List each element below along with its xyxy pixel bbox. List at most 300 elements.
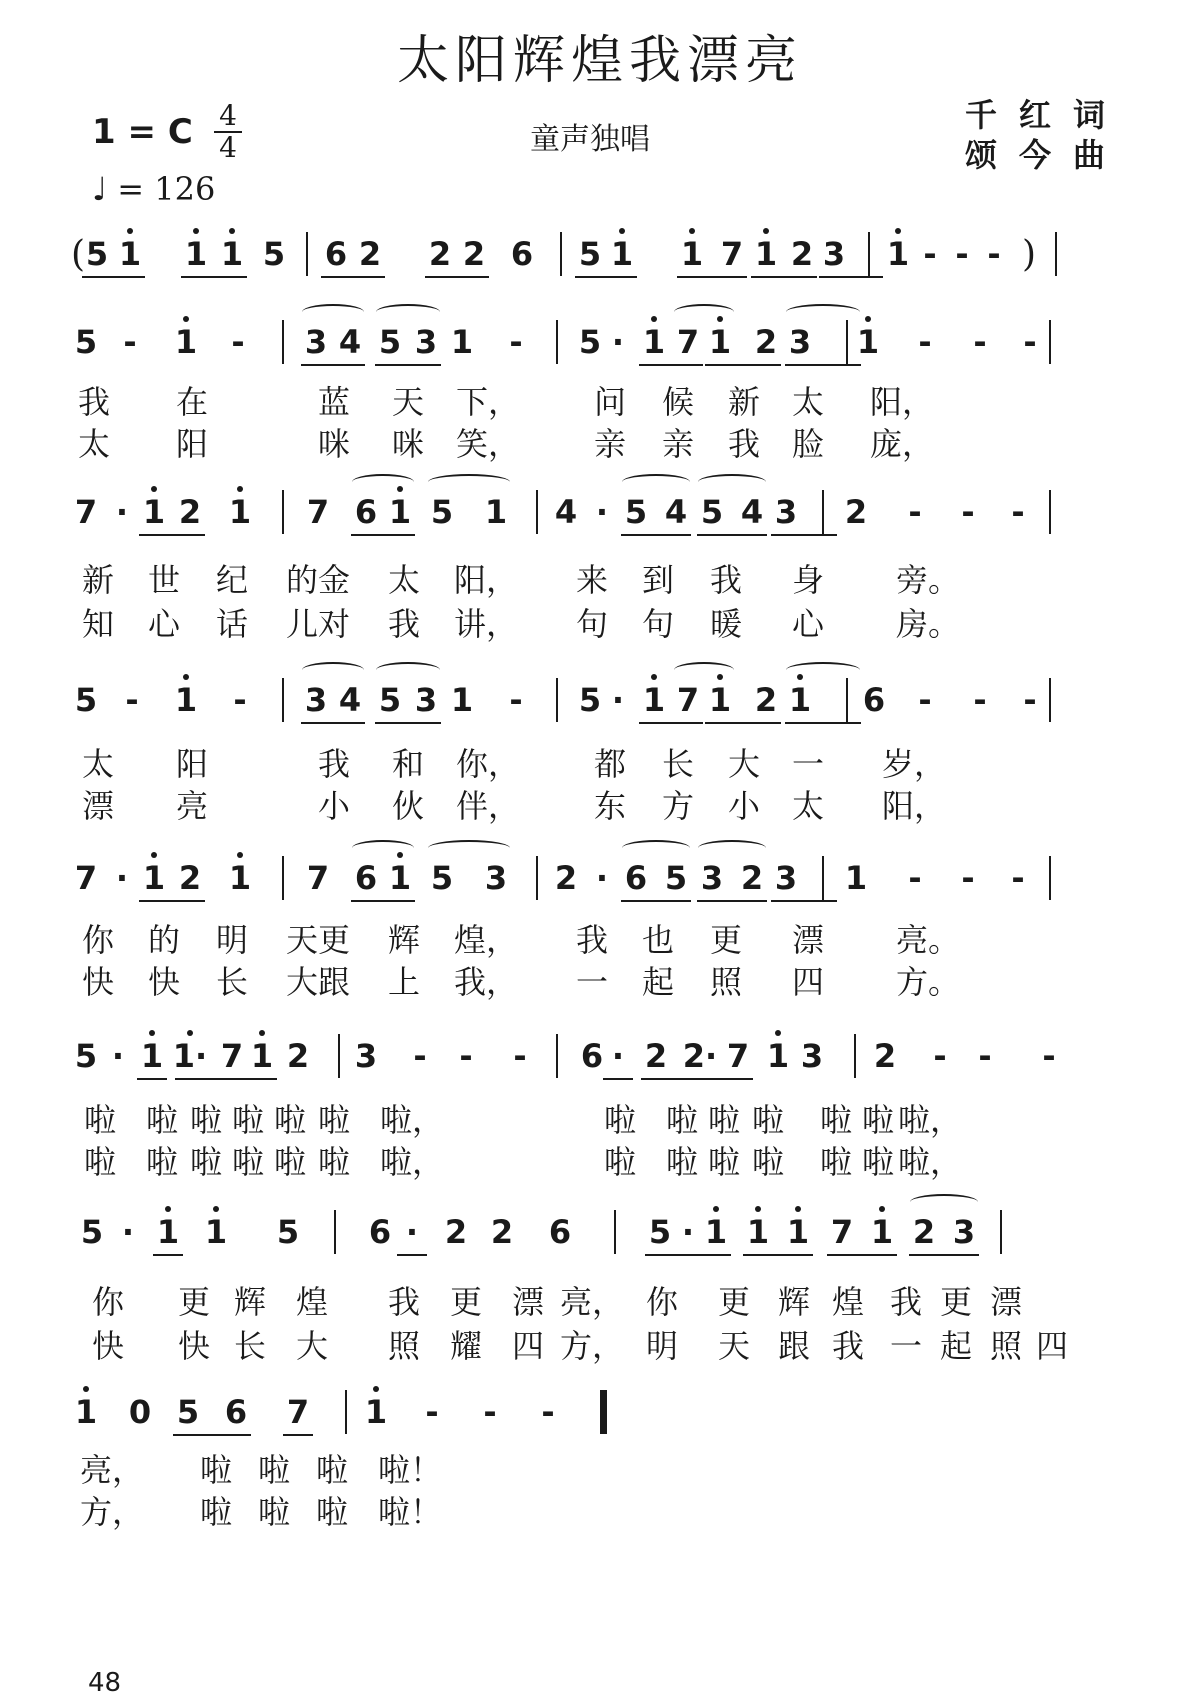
lyric-syllable: 快 (147, 963, 180, 1001)
lyric-syllable: 笑， (456, 425, 521, 463)
note: 6 (354, 859, 378, 897)
beam-underline (375, 722, 441, 724)
note: 5 (664, 859, 688, 897)
beam-underline (621, 534, 691, 536)
high-octave-dot (151, 486, 157, 492)
open-parenthesis: ( (71, 234, 86, 275)
note: 5 (74, 323, 98, 361)
lyric-syllable: 啦 (317, 1143, 350, 1181)
lyric-line-verse-1 (0, 1100, 1200, 1140)
lyric-syllable: 更 (449, 1283, 482, 1321)
lyric-syllable: 更 (717, 1283, 750, 1321)
note: 3 (414, 323, 438, 361)
dash-note: - (233, 681, 247, 719)
lyric-syllable: 四 (791, 963, 824, 1001)
dash-note: - (231, 323, 245, 361)
note: 7 (286, 1393, 310, 1431)
high-octave-dot (879, 1206, 885, 1212)
lyric-syllable: 旁。 (896, 561, 961, 599)
dash-note: - (987, 235, 1001, 273)
dash-note: - (908, 493, 922, 531)
note: 7 (74, 493, 98, 531)
lyric-syllable: 天 (717, 1327, 750, 1365)
note: 1 (484, 493, 508, 531)
high-octave-dot (713, 1206, 719, 1212)
dot-note: · (681, 1213, 695, 1251)
slur (302, 304, 364, 320)
high-octave-dot (193, 228, 199, 234)
close-parenthesis: ) (1022, 234, 1037, 275)
lyric-syllable: 候 (661, 383, 694, 421)
lyric-syllable: 耀 (449, 1327, 482, 1365)
lyric-syllable: 啦！ (378, 1451, 443, 1489)
dash-note: - (961, 859, 975, 897)
beam-underline (639, 364, 703, 366)
lyric-syllable: 岁， (882, 745, 947, 783)
note: 1 (388, 859, 412, 897)
note: 5 (430, 859, 454, 897)
lyric-syllable: 更 (939, 1283, 972, 1321)
note: 7 (676, 681, 700, 719)
lyric-syllable: 我， (454, 963, 519, 1001)
high-octave-dot (895, 228, 901, 234)
note: 1 (156, 1213, 180, 1251)
lyric-syllable: 对 (317, 605, 350, 643)
beam-underline (375, 364, 441, 366)
note: 6 (624, 859, 648, 897)
dash-note: - (1011, 859, 1025, 897)
note: 5 (378, 323, 402, 361)
note: 1 (708, 681, 732, 719)
note: 1 (228, 493, 252, 531)
lyric-syllable: 亲 (593, 425, 626, 463)
note: 5 (578, 235, 602, 273)
note: 6 (580, 1037, 604, 1075)
lyric-line-verse-1 (0, 744, 1200, 784)
lyric-line-verse-1 (0, 382, 1200, 422)
lyric-syllable: 阳 (175, 425, 208, 463)
barline (282, 856, 284, 900)
lyric-syllable: 讲， (454, 605, 519, 643)
lyric-syllable: 漂 (989, 1283, 1022, 1321)
lyric-syllable: 阳， (870, 383, 935, 421)
lyric-syllable: 啦 (707, 1143, 740, 1181)
barline (536, 856, 538, 900)
beam-underline (321, 276, 385, 278)
lyric-syllable: 的 (285, 561, 318, 599)
lyric-syllable: 亮， (560, 1283, 625, 1321)
beam-underline (639, 722, 703, 724)
note: 3 (774, 859, 798, 897)
note: 5 (74, 1037, 98, 1075)
lyric-syllable: 快 (91, 1327, 124, 1365)
lyric-syllable: 我 (727, 425, 760, 463)
barline (282, 678, 284, 722)
lyric-syllable: 我 (77, 383, 110, 421)
high-octave-dot (775, 1030, 781, 1036)
note: 2 (740, 859, 764, 897)
slur (786, 304, 860, 320)
note: 2 (554, 859, 578, 897)
lyric-syllable: 东 (593, 787, 626, 825)
note: 3 (800, 1037, 824, 1075)
lyric-syllable: 我 (387, 605, 420, 643)
lyric-syllable: 我 (387, 1283, 420, 1321)
note: 5 (80, 1213, 104, 1251)
high-octave-dot (213, 1206, 219, 1212)
dash-note: - (1023, 681, 1037, 719)
barline (614, 1210, 616, 1254)
lyric-syllable: 你 (645, 1283, 678, 1321)
beam-underline (785, 364, 861, 366)
lyric-syllable: 方， (80, 1493, 145, 1531)
note: 1 (708, 323, 732, 361)
note: 3 (414, 681, 438, 719)
beam-underline (351, 534, 415, 536)
note: 4 (338, 323, 362, 361)
lyric-syllable: 快 (81, 963, 114, 1001)
dash-note: - (459, 1037, 473, 1075)
lyric-syllable: 起 (641, 963, 674, 1001)
lyric-syllable: 我 (709, 561, 742, 599)
dash-note: - (509, 681, 523, 719)
note: 2 (912, 1213, 936, 1251)
high-octave-dot (229, 228, 235, 234)
note: 1 (174, 323, 198, 361)
performance-style: 童声独唱 (530, 122, 650, 157)
lyric-syllable: 阳， (454, 561, 519, 599)
dash-note: - (955, 235, 969, 273)
lyric-syllable: 下， (456, 383, 521, 421)
lyric-syllable: 太 (791, 383, 824, 421)
beam-underline (771, 534, 837, 536)
lyric-syllable: 啦， (898, 1101, 963, 1139)
beam-underline (771, 900, 837, 902)
beam-underline (575, 276, 637, 278)
lyric-syllable: 煌 (295, 1283, 328, 1321)
lyric-syllable: 啦 (751, 1143, 784, 1181)
lyric-syllable: 咪 (317, 425, 350, 463)
dot-note: · (611, 323, 625, 361)
high-octave-dot (795, 1206, 801, 1212)
slur (622, 840, 690, 856)
dot-note: · (115, 493, 129, 531)
note: 1 (450, 323, 474, 361)
lyric-syllable: 我 (831, 1327, 864, 1365)
note: 2 (444, 1213, 468, 1251)
beam-underline (751, 276, 817, 278)
note: 7 (726, 1037, 750, 1075)
note: 1 (140, 1037, 164, 1075)
note: 3 (304, 681, 328, 719)
note: 6 (862, 681, 886, 719)
lyric-syllable: 天 (285, 921, 318, 959)
note: 2 (178, 859, 202, 897)
note: 7 (720, 235, 744, 273)
lyric-syllable: 明 (645, 1327, 678, 1365)
barline (846, 678, 848, 722)
high-octave-dot (865, 316, 871, 322)
dash-note: - (483, 1393, 497, 1431)
slur (352, 474, 414, 490)
note: 1 (844, 859, 868, 897)
lyric-syllable: 啦 (145, 1143, 178, 1181)
dash-note: - (1042, 1037, 1056, 1075)
lyric-syllable: 煌， (454, 921, 519, 959)
note: 1 (450, 681, 474, 719)
lyric-syllable: 跟 (777, 1327, 810, 1365)
slur (376, 304, 440, 320)
slur (428, 840, 510, 856)
lyric-syllable: 四 (511, 1327, 544, 1365)
lyric-syllable: 啦 (819, 1143, 852, 1181)
lyric-syllable: 啦 (751, 1101, 784, 1139)
lyric-syllable: 啦 (199, 1451, 232, 1489)
beam-underline (82, 276, 145, 278)
lyric-syllable: 啦 (819, 1101, 852, 1139)
barline (556, 678, 558, 722)
lyric-syllable: 房。 (896, 605, 961, 643)
note: 1 (118, 235, 142, 273)
lyric-syllable: 啦 (257, 1451, 290, 1489)
beam-underline (175, 1078, 277, 1080)
dot-note: · (595, 493, 609, 531)
page-number: 48 (88, 1668, 122, 1698)
lyric-syllable: 辉 (233, 1283, 266, 1321)
dash-note: - (413, 1037, 427, 1075)
dash-note: - (973, 323, 987, 361)
lyric-syllable: 来 (575, 561, 608, 599)
lyric-syllable: 大 (295, 1327, 328, 1365)
note: 1 (220, 235, 244, 273)
lyric-syllable: 新 (727, 383, 760, 421)
note: 5 (176, 1393, 200, 1431)
note: 7 (74, 859, 98, 897)
note: 2 (844, 493, 868, 531)
lyric-syllable: 长 (661, 745, 694, 783)
note: 1 (704, 1213, 728, 1251)
dash-note: - (918, 323, 932, 361)
beam-underline (283, 1434, 313, 1436)
note: 3 (304, 323, 328, 361)
lyric-syllable: 啦 (199, 1493, 232, 1531)
lyric-syllable: 跟 (317, 963, 350, 1001)
song-title: 太阳辉煌我漂亮 (396, 31, 803, 91)
lyric-syllable: 长 (233, 1327, 266, 1365)
beam-underline (301, 364, 365, 366)
note: 1 (388, 493, 412, 531)
dash-note: - (973, 681, 987, 719)
dot-note: · (111, 1037, 125, 1075)
lyric-syllable: 都 (593, 745, 626, 783)
note: 1 (364, 1393, 388, 1431)
lyric-syllable: 漂 (791, 921, 824, 959)
note: 3 (774, 493, 798, 531)
note: 5 (430, 493, 454, 531)
beam-underline (173, 1434, 251, 1436)
lyric-syllable: 咪 (391, 425, 424, 463)
lyric-syllable: 啦 (257, 1493, 290, 1531)
slur (786, 662, 860, 678)
dash-note: - (1011, 493, 1025, 531)
lyric-line-verse-2 (0, 1492, 1200, 1532)
barline (282, 320, 284, 364)
barline (1000, 1210, 1002, 1254)
lyric-syllable: 阳 (175, 745, 208, 783)
lyric-syllable: 一 (889, 1327, 922, 1365)
note: 3 (952, 1213, 976, 1251)
note: 1 (642, 681, 666, 719)
note: 4 (338, 681, 362, 719)
lyric-syllable: 更 (709, 921, 742, 959)
lyric-syllable: 啦 (273, 1143, 306, 1181)
note: 1 (250, 1037, 274, 1075)
lyric-syllable: 方， (560, 1327, 625, 1365)
beam-underline (909, 1254, 979, 1256)
note: 1 (74, 1393, 98, 1431)
note: 7 (306, 493, 330, 531)
lyric-syllable: 啦 (231, 1101, 264, 1139)
note: 2 (286, 1037, 310, 1075)
barline (1049, 678, 1051, 722)
key-signature (92, 112, 193, 152)
note: 1 (610, 235, 634, 273)
lyric-syllable: 的 (147, 921, 180, 959)
note: 6 (324, 235, 348, 273)
lyric-syllable: 照 (709, 963, 742, 1001)
lyric-syllable: 一 (791, 745, 824, 783)
barline (338, 1034, 340, 1078)
lyric-syllable: 啦， (898, 1143, 963, 1181)
lyric-syllable: 辉 (387, 921, 420, 959)
lyric-syllable: 方 (661, 787, 694, 825)
lyric-syllable: 啦 (707, 1101, 740, 1139)
note: 3 (484, 859, 508, 897)
lyric-syllable: 天 (391, 383, 424, 421)
lyric-syllable: 太 (81, 745, 114, 783)
note: 1 (870, 1213, 894, 1251)
note: 1 (228, 859, 252, 897)
lyric-syllable: 亲 (661, 425, 694, 463)
note: 2 (873, 1037, 897, 1075)
lyric-syllable: 金 (317, 561, 350, 599)
note: 1 (786, 1213, 810, 1251)
high-octave-dot (183, 316, 189, 322)
dash-note: - (908, 859, 922, 897)
lyric-syllable: 太 (387, 561, 420, 599)
barline (868, 232, 870, 276)
lyric-syllable: 伙 (391, 787, 424, 825)
high-octave-dot (755, 1206, 761, 1212)
lyric-syllable: 啦 (315, 1493, 348, 1531)
lyric-line-verse-1 (0, 1282, 1200, 1322)
lyric-syllable: 长 (215, 963, 248, 1001)
note: 5 (378, 681, 402, 719)
lyric-syllable: 我 (575, 921, 608, 959)
lyric-syllable: 啦 (83, 1143, 116, 1181)
lyric-syllable: 更 (317, 921, 350, 959)
lyric-syllable: 啦！ (378, 1493, 443, 1531)
barline (282, 490, 284, 534)
note: 3 (354, 1037, 378, 1075)
lyric-syllable: 句 (575, 605, 608, 643)
note: 1· (172, 1037, 208, 1075)
high-octave-dot (83, 1386, 89, 1392)
lyric-syllable: 四 (1035, 1327, 1068, 1365)
lyric-syllable: 更 (177, 1283, 210, 1321)
lyric-syllable: 伴， (456, 787, 521, 825)
lyric-syllable: 啦 (189, 1143, 222, 1181)
note: 2 (754, 681, 778, 719)
time-signature-top: 4 (219, 99, 237, 132)
high-octave-dot (149, 1030, 155, 1036)
lyric-syllable: 起 (939, 1327, 972, 1365)
lyric-syllable: 蓝 (317, 383, 350, 421)
beam-underline (705, 364, 781, 366)
beam-underline (621, 900, 691, 902)
note: 6 (548, 1213, 572, 1251)
lyric-syllable: 方。 (896, 963, 961, 1001)
note: 2 (790, 235, 814, 273)
lyric-syllable: 照 (989, 1327, 1022, 1365)
barline (854, 1034, 856, 1078)
lyric-syllable: 大 (727, 745, 760, 783)
tempo-marking: ♩ = 126 (92, 170, 216, 208)
lyric-syllable: 问 (593, 383, 626, 421)
lyric-syllable: 啦 (603, 1101, 636, 1139)
note: 7 (676, 323, 700, 361)
lyric-syllable: 你 (91, 1283, 124, 1321)
barline (560, 232, 562, 276)
note: 1 (174, 681, 198, 719)
high-octave-dot (237, 486, 243, 492)
time-signature (214, 99, 242, 164)
slur (698, 474, 766, 490)
note: 7 (220, 1037, 244, 1075)
slur (674, 304, 734, 320)
note: 2 (178, 493, 202, 531)
high-octave-dot (259, 1030, 265, 1036)
dot-note: · (115, 859, 129, 897)
note: 2 (428, 235, 452, 273)
high-octave-dot (165, 1206, 171, 1212)
note: 7 (830, 1213, 854, 1251)
beam-underline (301, 722, 365, 724)
note: 6 (510, 235, 534, 273)
lyric-syllable: 知 (81, 605, 114, 643)
lyric-line-verse-1 (0, 920, 1200, 960)
slur (622, 474, 690, 490)
barline (334, 1210, 336, 1254)
high-octave-dot (651, 316, 657, 322)
lyric-syllable: 我 (317, 745, 350, 783)
high-octave-dot (183, 674, 189, 680)
note: 3 (822, 235, 846, 273)
lyric-syllable: 啦 (861, 1101, 894, 1139)
lyric-syllable: 话 (215, 605, 248, 643)
lyric-syllable: 啦 (665, 1101, 698, 1139)
note: 1 (746, 1213, 770, 1251)
lyric-line-verse-2 (0, 424, 1200, 464)
lyricist-credit: 千红词 (965, 96, 1128, 134)
barline (345, 1390, 347, 1434)
lyric-syllable: 儿 (285, 605, 318, 643)
lyric-syllable: 啦 (273, 1101, 306, 1139)
note: 1 (788, 681, 812, 719)
high-octave-dot (619, 228, 625, 234)
beam-underline (181, 276, 247, 278)
high-octave-dot (151, 852, 157, 858)
